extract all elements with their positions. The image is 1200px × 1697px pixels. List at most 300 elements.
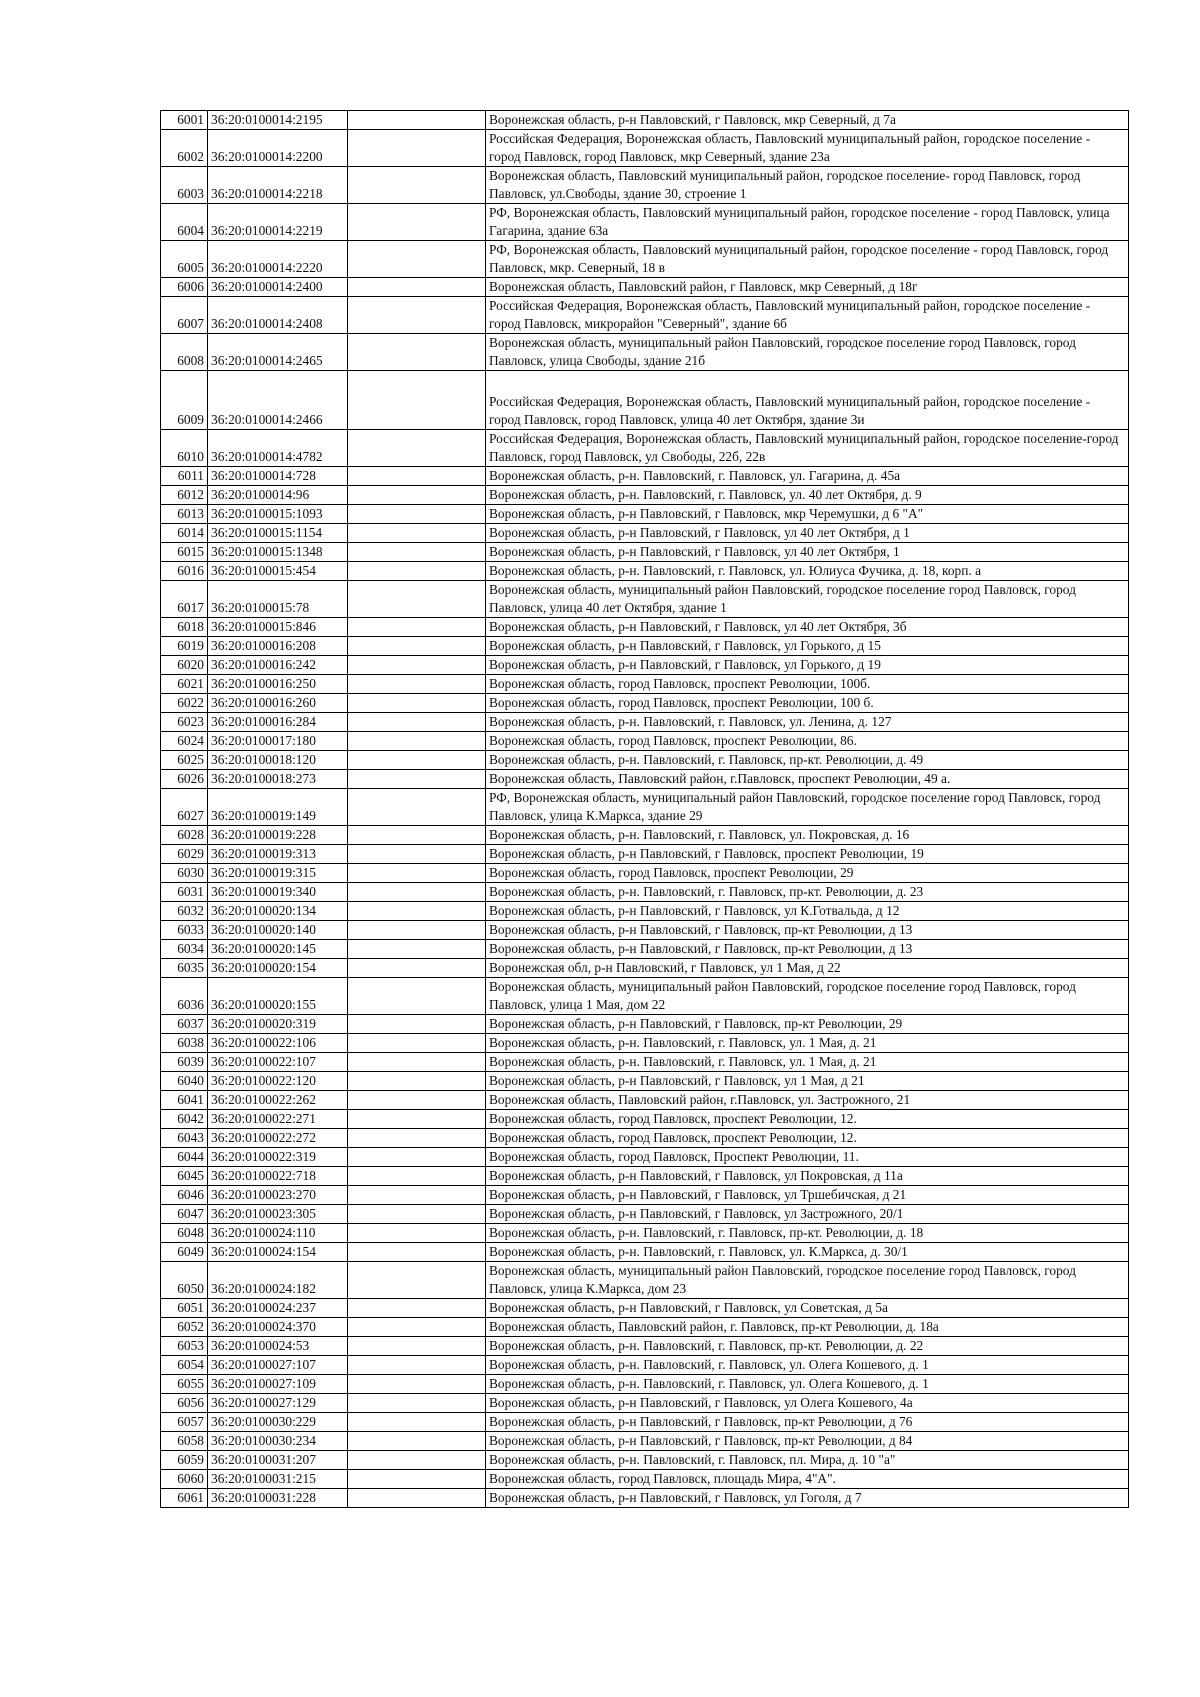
address: РФ, Воронежская область, муниципальный район Павловский, городское поселение город Павловск, город Павловск, улица К.Маркса, здание 29	[486, 789, 1129, 826]
table-row	[161, 883, 1129, 902]
table-row	[161, 1110, 1129, 1129]
address: Воронежская область, р-н. Павловский, г. Павловск, ул. Олега Кошевого, д. 1	[486, 1356, 1129, 1375]
cadastral-number: 36:20:0100031:215	[208, 1470, 348, 1489]
address: Воронежская область, город Павловск, проспект Революции, 12.	[486, 1110, 1129, 1129]
empty-cell	[348, 959, 486, 978]
empty-cell	[348, 1489, 486, 1508]
row-number: 6054	[161, 1356, 208, 1375]
cadastral-number: 36:20:0100020:145	[208, 940, 348, 959]
address: Воронежская область, Павловский район, г.Павловск, проспект Революции, 49 а.	[486, 770, 1129, 789]
row-number: 6035	[161, 959, 208, 978]
address: Воронежская область, р-н Павловский, г Павловск, ул 1 Мая, д 21	[486, 1072, 1129, 1091]
cadastral-number: 36:20:0100019:313	[208, 845, 348, 864]
cadastral-number: 36:20:0100020:140	[208, 921, 348, 940]
row-number: 6038	[161, 1034, 208, 1053]
cadastral-number: 36:20:0100019:228	[208, 826, 348, 845]
address: Воронежская область, р-н Павловский, г Павловск, пр-кт Революции, д 13	[486, 940, 1129, 959]
empty-cell	[348, 562, 486, 581]
cadastral-number: 36:20:0100022:262	[208, 1091, 348, 1110]
address: Воронежская область, город Павловск, проспект Революции, 12.	[486, 1129, 1129, 1148]
address: Воронежская область, р-н Павловский, г Павловск, ул Застрожного, 20/1	[486, 1205, 1129, 1224]
row-number: 6049	[161, 1243, 208, 1262]
address: Воронежская область, город Павловск, проспект Революции, 86.	[486, 732, 1129, 751]
table-row	[161, 524, 1129, 543]
table-row	[161, 1072, 1129, 1091]
document-page	[160, 110, 1128, 1508]
cadastral-number: 36:20:0100024:370	[208, 1318, 348, 1337]
cadastral-number: 36:20:0100024:154	[208, 1243, 348, 1262]
empty-cell	[348, 1432, 486, 1451]
row-number: 6046	[161, 1186, 208, 1205]
table-row	[161, 1470, 1129, 1489]
address: Воронежская область, р-н Павловский, г Павловск, ул 40 лет Октября, 1	[486, 543, 1129, 562]
table-row	[161, 1262, 1129, 1299]
table-row	[161, 1148, 1129, 1167]
empty-cell	[348, 543, 486, 562]
table-row	[161, 297, 1129, 334]
cadastral-number: 36:20:0100031:228	[208, 1489, 348, 1508]
table-row	[161, 543, 1129, 562]
address: Воронежская область, город Павловск, Проспект Революции, 11.	[486, 1148, 1129, 1167]
address: Воронежская область, р-н. Павловский, г. Павловск, ул. Покровская, д. 16	[486, 826, 1129, 845]
address: Воронежская область, р-н. Павловский, г. Павловск, ул. 1 Мая, д. 21	[486, 1053, 1129, 1072]
table-row	[161, 467, 1129, 486]
table-row	[161, 1337, 1129, 1356]
address: Воронежская область, р-н Павловский, г Павловск, ул Горького, д 19	[486, 656, 1129, 675]
cadastral-number: 36:20:0100014:4782	[208, 430, 348, 467]
empty-cell	[348, 656, 486, 675]
table-row	[161, 430, 1129, 467]
address: Воронежская область, р-н. Павловский, г. Павловск, ул. Олега Кошевого, д. 1	[486, 1375, 1129, 1394]
table-row	[161, 864, 1129, 883]
table-row	[161, 713, 1129, 732]
cadastral-number: 36:20:0100024:237	[208, 1299, 348, 1318]
row-number: 6020	[161, 656, 208, 675]
cadastral-number: 36:20:0100020:154	[208, 959, 348, 978]
address: Воронежская область, р-н Павловский, г Павловск, ул Гоголя, д 7	[486, 1489, 1129, 1508]
empty-cell	[348, 713, 486, 732]
address: Воронежская область, р-н. Павловский, г. Павловск, ул. 1 Мая, д. 21	[486, 1034, 1129, 1053]
row-number: 6006	[161, 278, 208, 297]
row-number: 6059	[161, 1451, 208, 1470]
cadastral-number: 36:20:0100016:242	[208, 656, 348, 675]
table-row	[161, 656, 1129, 675]
table-row	[161, 1205, 1129, 1224]
empty-cell	[348, 675, 486, 694]
empty-cell	[348, 902, 486, 921]
empty-cell	[348, 1186, 486, 1205]
address: Воронежская область, Павловский район, г. Павловск, пр-кт Революции, д. 18а	[486, 1318, 1129, 1337]
row-number: 6048	[161, 1224, 208, 1243]
row-number: 6028	[161, 826, 208, 845]
table-row	[161, 204, 1129, 241]
empty-cell	[348, 467, 486, 486]
address: Воронежская область, р-н Павловский, г Павловск, мкр Северный, д 7а	[486, 111, 1129, 130]
table-row	[161, 1299, 1129, 1318]
row-number: 6032	[161, 902, 208, 921]
cadastral-number: 36:20:0100019:340	[208, 883, 348, 902]
cadastral-number: 36:20:0100014:2400	[208, 278, 348, 297]
row-number: 6025	[161, 751, 208, 770]
cadastral-number: 36:20:0100015:1154	[208, 524, 348, 543]
cadastral-number: 36:20:0100014:2465	[208, 334, 348, 371]
address: Воронежская область, р-н Павловский, г Павловск, пр-кт Революции, д 76	[486, 1413, 1129, 1432]
empty-cell	[348, 1148, 486, 1167]
table-row	[161, 1489, 1129, 1508]
cadastral-number: 36:20:0100014:728	[208, 467, 348, 486]
cadastral-number: 36:20:0100024:182	[208, 1262, 348, 1299]
cadastral-number: 36:20:0100031:207	[208, 1451, 348, 1470]
row-number: 6039	[161, 1053, 208, 1072]
table-row	[161, 1375, 1129, 1394]
table-row	[161, 1015, 1129, 1034]
cadastral-number: 36:20:0100024:53	[208, 1337, 348, 1356]
cadastral-number: 36:20:0100015:1348	[208, 543, 348, 562]
address: Российская Федерация, Воронежская область, Павловский муниципальный район, городское поселение - город Павловск, город Павловск, улица 40 лет Октября, здание 3и	[486, 371, 1129, 430]
cadastral-number: 36:20:0100024:110	[208, 1224, 348, 1243]
row-number: 6036	[161, 978, 208, 1015]
table-row	[161, 1186, 1129, 1205]
cadastral-number: 36:20:0100016:284	[208, 713, 348, 732]
address: Воронежская область, р-н. Павловский, г. Павловск, ул. К.Маркса, д. 30/1	[486, 1243, 1129, 1262]
cadastral-number: 36:20:0100020:155	[208, 978, 348, 1015]
cadastral-number: 36:20:0100015:78	[208, 581, 348, 618]
row-number: 6051	[161, 1299, 208, 1318]
cadastral-number: 36:20:0100018:120	[208, 751, 348, 770]
cadastral-number: 36:20:0100019:315	[208, 864, 348, 883]
empty-cell	[348, 1072, 486, 1091]
row-number: 6024	[161, 732, 208, 751]
table-row	[161, 1413, 1129, 1432]
row-number: 6021	[161, 675, 208, 694]
empty-cell	[348, 694, 486, 713]
row-number: 6015	[161, 543, 208, 562]
table-row	[161, 751, 1129, 770]
empty-cell	[348, 241, 486, 278]
address: Воронежская область, р-н. Павловский, г. Павловск, ул. Гагарина, д. 45а	[486, 467, 1129, 486]
empty-cell	[348, 1356, 486, 1375]
address: Воронежская область, р-н Павловский, г Павловск, ул Покровская, д 11а	[486, 1167, 1129, 1186]
row-number: 6019	[161, 637, 208, 656]
empty-cell	[348, 505, 486, 524]
address: Воронежская область, р-н. Павловский, г. Павловск, пр-кт. Революции, д. 18	[486, 1224, 1129, 1243]
table-row	[161, 940, 1129, 959]
table-row	[161, 1167, 1129, 1186]
cadastral-number: 36:20:0100018:273	[208, 770, 348, 789]
row-number: 6058	[161, 1432, 208, 1451]
cadastral-number: 36:20:0100014:2200	[208, 130, 348, 167]
empty-cell	[348, 334, 486, 371]
row-number: 6041	[161, 1091, 208, 1110]
table-row	[161, 618, 1129, 637]
cadastral-number: 36:20:0100015:1093	[208, 505, 348, 524]
address: Российская Федерация, Воронежская область, Павловский муниципальный район, городское поселение - город Павловск, город Павловск, мкр Северный, здание 23а	[486, 130, 1129, 167]
row-number: 6040	[161, 1072, 208, 1091]
address: Воронежская область, р-н Павловский, г Павловск, проспект Революции, 19	[486, 845, 1129, 864]
cadastral-number: 36:20:0100020:319	[208, 1015, 348, 1034]
table-row	[161, 978, 1129, 1015]
empty-cell	[348, 978, 486, 1015]
cadastral-number: 36:20:0100022:272	[208, 1129, 348, 1148]
table-row	[161, 732, 1129, 751]
empty-cell	[348, 167, 486, 204]
address: Воронежская область, р-н Павловский, г Павловск, пр-кт Революции, д 13	[486, 921, 1129, 940]
empty-cell	[348, 1110, 486, 1129]
row-number: 6050	[161, 1262, 208, 1299]
table-row	[161, 1318, 1129, 1337]
cadastral-number: 36:20:0100016:260	[208, 694, 348, 713]
address: Воронежская область, р-н. Павловский, г. Павловск, ул. Ленина, д. 127	[486, 713, 1129, 732]
empty-cell	[348, 1129, 486, 1148]
table-row	[161, 826, 1129, 845]
cadastral-number: 36:20:0100014:96	[208, 486, 348, 505]
address: Воронежская область, город Павловск, проспект Революции, 29	[486, 864, 1129, 883]
empty-cell	[348, 297, 486, 334]
empty-cell	[348, 826, 486, 845]
empty-cell	[348, 770, 486, 789]
table-row	[161, 1432, 1129, 1451]
table-row	[161, 1243, 1129, 1262]
empty-cell	[348, 1337, 486, 1356]
address: Воронежская область, город Павловск, площадь Мира, 4"А".	[486, 1470, 1129, 1489]
empty-cell	[348, 1243, 486, 1262]
empty-cell	[348, 789, 486, 826]
row-number: 6029	[161, 845, 208, 864]
row-number: 6026	[161, 770, 208, 789]
address: Воронежская область, муниципальный район Павловский, городское поселение город Павловск, город Павловск, улица К.Маркса, дом 23	[486, 1262, 1129, 1299]
row-number: 6033	[161, 921, 208, 940]
cadastral-number: 36:20:0100017:180	[208, 732, 348, 751]
empty-cell	[348, 637, 486, 656]
cadastral-number: 36:20:0100014:2466	[208, 371, 348, 430]
row-number: 6004	[161, 204, 208, 241]
empty-cell	[348, 1413, 486, 1432]
empty-cell	[348, 1375, 486, 1394]
address: Воронежская область, р-н Павловский, г Павловск, пр-кт Революции, 29	[486, 1015, 1129, 1034]
cadastral-number: 36:20:0100014:2195	[208, 111, 348, 130]
table-row	[161, 1451, 1129, 1470]
empty-cell	[348, 845, 486, 864]
table-row	[161, 371, 1129, 430]
cadastral-number: 36:20:0100022:718	[208, 1167, 348, 1186]
table-row	[161, 1224, 1129, 1243]
empty-cell	[348, 581, 486, 618]
row-number: 6045	[161, 1167, 208, 1186]
cadastral-number: 36:20:0100023:305	[208, 1205, 348, 1224]
row-number: 6037	[161, 1015, 208, 1034]
address: Воронежская область, р-н. Павловский, г. Павловск, ул. 40 лет Октября, д. 9	[486, 486, 1129, 505]
address: Воронежская область, р-н Павловский, г Павловск, ул Горького, д 15	[486, 637, 1129, 656]
table-row	[161, 334, 1129, 371]
cadastral-number: 36:20:0100030:229	[208, 1413, 348, 1432]
cadastral-number: 36:20:0100014:2220	[208, 241, 348, 278]
table-row	[161, 130, 1129, 167]
cadastral-number: 36:20:0100030:234	[208, 1432, 348, 1451]
row-number: 6056	[161, 1394, 208, 1413]
row-number: 6018	[161, 618, 208, 637]
table-row	[161, 1053, 1129, 1072]
cadastral-number: 36:20:0100023:270	[208, 1186, 348, 1205]
table-row	[161, 789, 1129, 826]
cadastral-number: 36:20:0100016:208	[208, 637, 348, 656]
address: Воронежская область, муниципальный район Павловский, городское поселение город Павловск, город Павловск, улица Свободы, здание 21б	[486, 334, 1129, 371]
table-row	[161, 562, 1129, 581]
row-number: 6009	[161, 371, 208, 430]
cadastral-number: 36:20:0100022:319	[208, 1148, 348, 1167]
empty-cell	[348, 1470, 486, 1489]
address: Воронежская обл, р-н Павловский, г Павловск, ул 1 Мая, д 22	[486, 959, 1129, 978]
address: Воронежская область, р-н. Павловский, г. Павловск, пр-кт. Революции, д. 23	[486, 883, 1129, 902]
cadastral-number: 36:20:0100014:2408	[208, 297, 348, 334]
cadastral-number: 36:20:0100022:107	[208, 1053, 348, 1072]
cadastral-table	[160, 110, 1129, 1508]
address: Воронежская область, Павловский район, г Павловск, мкр Северный, д 18г	[486, 278, 1129, 297]
address: Воронежская область, р-н. Павловский, г. Павловск, ул. Юлиуса Фучика, д. 18, корп. а	[486, 562, 1129, 581]
address: Воронежская область, город Павловск, проспект Революции, 100б.	[486, 675, 1129, 694]
row-number: 6008	[161, 334, 208, 371]
empty-cell	[348, 1091, 486, 1110]
table-row	[161, 770, 1129, 789]
empty-cell	[348, 278, 486, 297]
table-row	[161, 278, 1129, 297]
row-number: 6061	[161, 1489, 208, 1508]
table-row	[161, 1129, 1129, 1148]
table-row	[161, 902, 1129, 921]
row-number: 6005	[161, 241, 208, 278]
row-number: 6060	[161, 1470, 208, 1489]
table-row	[161, 675, 1129, 694]
table-body	[161, 111, 1129, 1508]
row-number: 6011	[161, 467, 208, 486]
empty-cell	[348, 130, 486, 167]
table-row	[161, 694, 1129, 713]
address: Воронежская область, р-н. Павловский, г. Павловск, пл. Мира, д. 10 "а"	[486, 1451, 1129, 1470]
address: Воронежская область, р-н. Павловский, г. Павловск, пр-кт. Революции, д. 22	[486, 1337, 1129, 1356]
address: Воронежская область, р-н Павловский, г Павловск, пр-кт Революции, д 84	[486, 1432, 1129, 1451]
empty-cell	[348, 1205, 486, 1224]
empty-cell	[348, 864, 486, 883]
table-row	[161, 241, 1129, 278]
empty-cell	[348, 883, 486, 902]
row-number: 6043	[161, 1129, 208, 1148]
address: Воронежская область, город Павловск, проспект Революции, 100 б.	[486, 694, 1129, 713]
row-number: 6057	[161, 1413, 208, 1432]
address: Российская Федерация, Воронежская область, Павловский муниципальный район, городское поселение-город Павловск, город Павловск, ул Свободы, 22б, 22в	[486, 430, 1129, 467]
empty-cell	[348, 204, 486, 241]
table-row	[161, 581, 1129, 618]
table-row	[161, 1394, 1129, 1413]
address: Российская Федерация, Воронежская область, Павловский муниципальный район, городское поселение - город Павловск, микрорайон "Северный", здание 6б	[486, 297, 1129, 334]
cadastral-number: 36:20:0100022:271	[208, 1110, 348, 1129]
row-number: 6034	[161, 940, 208, 959]
cadastral-number: 36:20:0100022:106	[208, 1034, 348, 1053]
empty-cell	[348, 1451, 486, 1470]
address: Воронежская область, р-н Павловский, г Павловск, ул Олега Кошевого, 4а	[486, 1394, 1129, 1413]
row-number: 6014	[161, 524, 208, 543]
table-row	[161, 921, 1129, 940]
table-row	[161, 1091, 1129, 1110]
empty-cell	[348, 1034, 486, 1053]
empty-cell	[348, 751, 486, 770]
row-number: 6001	[161, 111, 208, 130]
address: РФ, Воронежская область, Павловский муниципальный район, городское поселение - город Павловск, город Павловск, мкр. Северный, 18 в	[486, 241, 1129, 278]
empty-cell	[348, 430, 486, 467]
address: Воронежская область, р-н Павловский, г Павловск, ул 40 лет Октября, д 1	[486, 524, 1129, 543]
row-number: 6003	[161, 167, 208, 204]
cadastral-number: 36:20:0100015:846	[208, 618, 348, 637]
address: Воронежская область, р-н Павловский, г Павловск, ул Тршебичская, д 21	[486, 1186, 1129, 1205]
cadastral-number: 36:20:0100014:2218	[208, 167, 348, 204]
row-number: 6012	[161, 486, 208, 505]
cadastral-number: 36:20:0100022:120	[208, 1072, 348, 1091]
cadastral-number: 36:20:0100019:149	[208, 789, 348, 826]
table-row	[161, 486, 1129, 505]
empty-cell	[348, 524, 486, 543]
cadastral-number: 36:20:0100016:250	[208, 675, 348, 694]
empty-cell	[348, 486, 486, 505]
cadastral-number: 36:20:0100020:134	[208, 902, 348, 921]
row-number: 6017	[161, 581, 208, 618]
row-number: 6052	[161, 1318, 208, 1337]
table-row	[161, 845, 1129, 864]
row-number: 6022	[161, 694, 208, 713]
table-row	[161, 959, 1129, 978]
table-row	[161, 111, 1129, 130]
empty-cell	[348, 1015, 486, 1034]
row-number: 6016	[161, 562, 208, 581]
address: РФ, Воронежская область, Павловский муниципальный район, городское поселение - город Павловск, улица Гагарина, здание 63а	[486, 204, 1129, 241]
cadastral-number: 36:20:0100014:2219	[208, 204, 348, 241]
cadastral-number: 36:20:0100015:454	[208, 562, 348, 581]
empty-cell	[348, 940, 486, 959]
address: Воронежская область, Павловский район, г.Павловск, ул. Застрожного, 21	[486, 1091, 1129, 1110]
row-number: 6007	[161, 297, 208, 334]
row-number: 6055	[161, 1375, 208, 1394]
empty-cell	[348, 1299, 486, 1318]
table-row	[161, 1356, 1129, 1375]
address: Воронежская область, р-н Павловский, г Павловск, мкр Черемушки, д 6 "А"	[486, 505, 1129, 524]
row-number: 6027	[161, 789, 208, 826]
address: Воронежская область, р-н. Павловский, г. Павловск, пр-кт. Революции, д. 49	[486, 751, 1129, 770]
row-number: 6031	[161, 883, 208, 902]
address: Воронежская область, р-н Павловский, г Павловск, ул 40 лет Октября, 3б	[486, 618, 1129, 637]
table-row	[161, 637, 1129, 656]
address: Воронежская область, Павловский муниципальный район, городское поселение- город Павловск, город Павловск, ул.Свободы, здание 30, строение 1	[486, 167, 1129, 204]
empty-cell	[348, 732, 486, 751]
empty-cell	[348, 371, 486, 430]
row-number: 6030	[161, 864, 208, 883]
row-number: 6044	[161, 1148, 208, 1167]
row-number: 6047	[161, 1205, 208, 1224]
row-number: 6053	[161, 1337, 208, 1356]
empty-cell	[348, 921, 486, 940]
table-row	[161, 1034, 1129, 1053]
table-row	[161, 167, 1129, 204]
row-number: 6010	[161, 430, 208, 467]
empty-cell	[348, 111, 486, 130]
empty-cell	[348, 618, 486, 637]
empty-cell	[348, 1167, 486, 1186]
empty-cell	[348, 1262, 486, 1299]
address: Воронежская область, р-н Павловский, г Павловск, ул Советская, д 5а	[486, 1299, 1129, 1318]
row-number: 6002	[161, 130, 208, 167]
empty-cell	[348, 1394, 486, 1413]
address: Воронежская область, муниципальный район Павловский, городское поселение город Павловск, город Павловск, улица 40 лет Октября, здание 1	[486, 581, 1129, 618]
table-row	[161, 505, 1129, 524]
cadastral-number: 36:20:0100027:129	[208, 1394, 348, 1413]
address: Воронежская область, р-н Павловский, г Павловск, ул К.Готвальда, д 12	[486, 902, 1129, 921]
cadastral-number: 36:20:0100027:107	[208, 1356, 348, 1375]
